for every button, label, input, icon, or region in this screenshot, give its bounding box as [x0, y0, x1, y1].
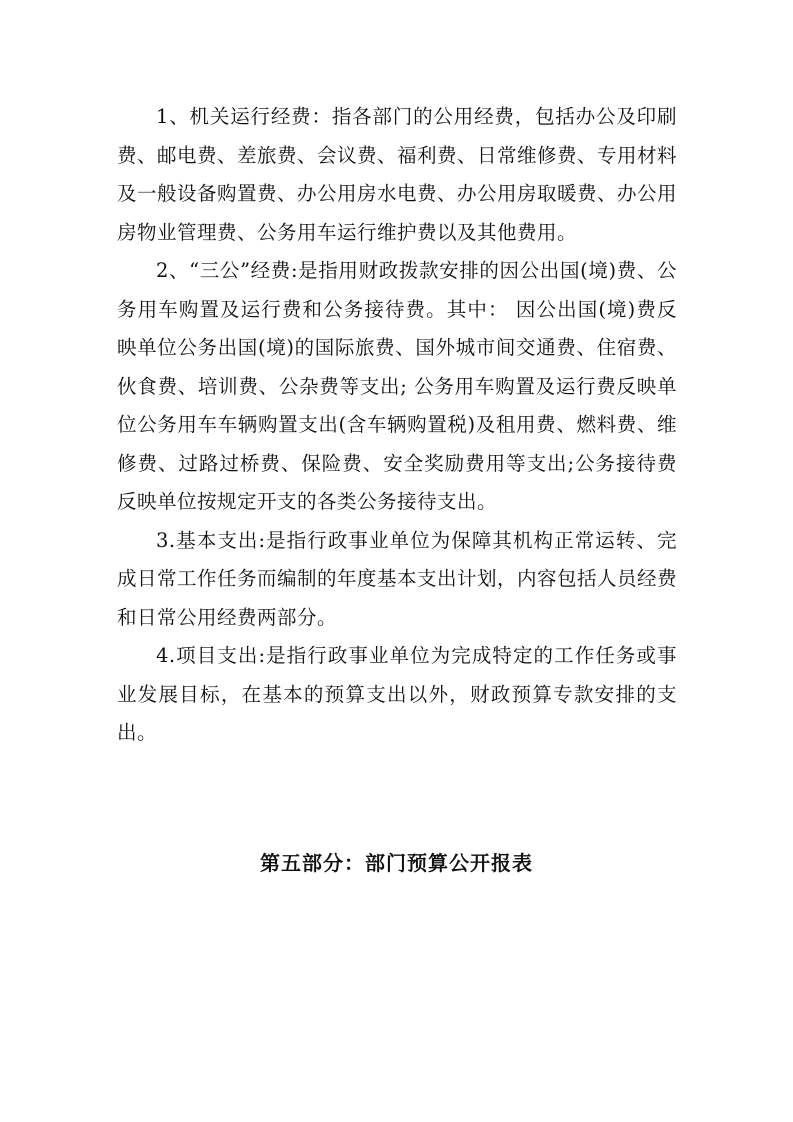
paragraph-project-expenditure: 4.项目支出:是指行政事业单位为完成特定的工作任务或事业发展目标，在基本的预算支出以外，财政预算专款安排的支出。: [117, 644, 677, 744]
paragraph-operating-expenses: 1、机关运行经费：指各部门的公用经费，包括办公及印刷费、邮电费、差旅费、会议费、福利费、日常维修费、专用材料及一般设备购置费、办公用房水电费、办公用房取暖费、办公用房物业管理费、公务用车运行维护费以及其他费用。: [117, 105, 678, 244]
paragraph-basic-expenditure: 3.基本支出:是指行政事业单位为保障其机构正常运转、完成日常工作任务而编制的年度基本支出计划，内容包括人员经费和日常公用经费两部分。: [117, 528, 678, 629]
paragraph-three-public-expenses: 2、“三公”经费:是指用财政拨款安排的因公出国(境)费、公务用车购置及运行费和公务接待费。其中： 因公出国(境)费反映单位公务出国(境)的国际旅费、国外城市间交通费、住宿费、伙食费、培训费、公杂费等支出; 公务用车购置及运行费反映单位公务用车车辆购置支出(含车辆购置税)及租用费、燃料费、维修费、过路过桥费、保险费、安全奖励费用等支出;公务接待费反映单位按规定开支的各类公务接待支出。: [117, 259, 677, 513]
section-heading: 第五部分：部门预算公开报表: [260, 851, 533, 875]
document-body: [117, 98, 677, 753]
